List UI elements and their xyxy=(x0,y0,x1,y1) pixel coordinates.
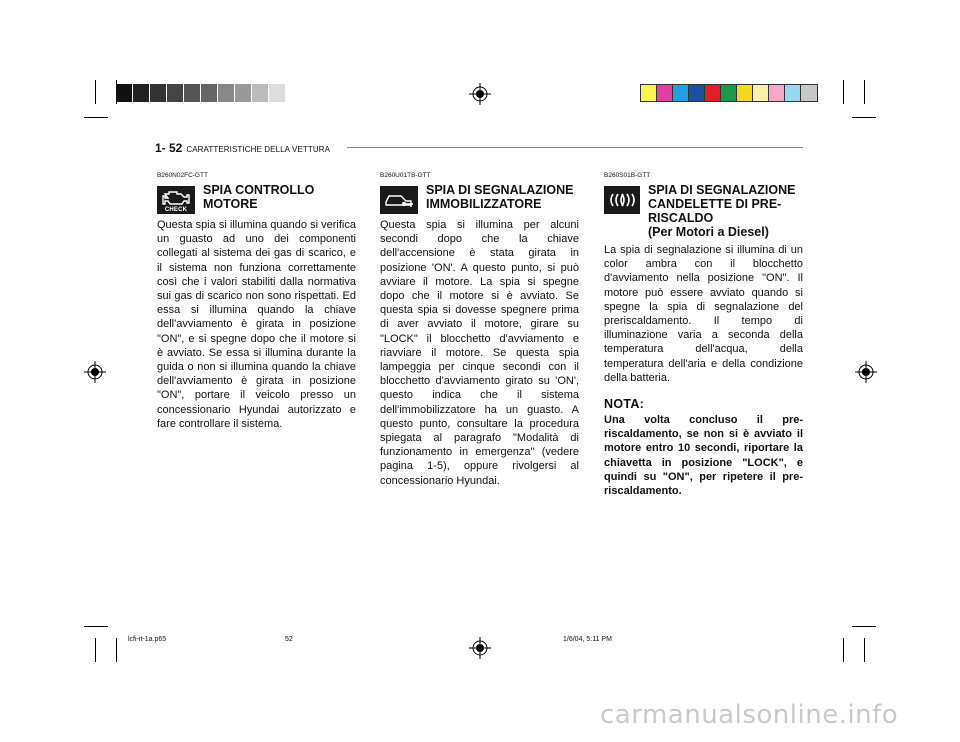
crop-mark xyxy=(852,117,876,118)
gray-swatch xyxy=(150,84,167,102)
watermark: carmanualsonline.info xyxy=(600,700,899,730)
column-immobilizer xyxy=(380,172,579,488)
color-swatch xyxy=(705,85,721,101)
section-title: CARATTERISTICHE DELLA VETTURA xyxy=(186,145,331,154)
color-swatch xyxy=(801,85,817,101)
column-glow-plug xyxy=(604,172,803,498)
gray-swatch xyxy=(116,84,133,102)
section-code: B260U01TB-GTT xyxy=(380,172,431,179)
crop-mark xyxy=(84,117,108,118)
color-swatch xyxy=(673,85,689,101)
registration-mark-icon xyxy=(469,637,491,659)
color-swatch xyxy=(689,85,705,101)
registration-mark-icon xyxy=(469,83,491,105)
heading-line: SPIA DI SEGNALAZIONE xyxy=(426,183,574,197)
color-swatch xyxy=(721,85,737,101)
color-swatch xyxy=(753,85,769,101)
registration-mark-icon xyxy=(855,361,877,383)
color-swatch-bar xyxy=(640,84,818,102)
gray-swatch xyxy=(269,84,286,102)
crop-mark xyxy=(843,80,844,104)
gray-swatch xyxy=(286,84,303,102)
gray-swatch xyxy=(235,84,252,102)
crop-mark xyxy=(84,626,108,627)
footer-date: 1/6/04, 5:11 PM xyxy=(563,636,612,643)
check-engine-icon xyxy=(157,186,195,214)
body-text: Questa spia si illumina per alcuni secondi dopo che la chiave dell'accensione è stata girata in posizione 'ON'. A questo punto, si può avviare il motore. La spia si spegne dopo che il motore si è avviato. Se questa spia si dovesse spegnere prima di aver avviato il motore, girare su "LOCK" il blocchetto d'avviamento e riavviare il motore. Se questa spia lampeggia per cinque secondi con il blocchetto d'avviamento girato su 'ON', questo indica che il sistema dell'immobilizzatore ha un guasto. A questo punto, consultare la procedura spiegata al paragrafo "Modalità di funzionamento in emergenza" (vedere pagina 1-5), oppure rivolgersi al concessionario Hyundai. xyxy=(380,219,579,487)
section-heading xyxy=(648,183,795,239)
crop-mark xyxy=(864,80,865,104)
crop-mark xyxy=(843,638,844,662)
color-swatch xyxy=(737,85,753,101)
title-row xyxy=(157,183,356,214)
crop-mark xyxy=(95,80,96,104)
registration-mark-icon xyxy=(84,361,106,383)
heading-line: MOTORE xyxy=(203,197,258,211)
page-number: 1- 52 xyxy=(155,141,183,155)
gray-swatch xyxy=(184,84,201,102)
check-label: CHECK xyxy=(164,207,188,213)
gray-swatch xyxy=(218,84,235,102)
crop-mark xyxy=(95,638,96,662)
gray-swatch xyxy=(252,84,269,102)
note-heading: NOTA: xyxy=(604,397,645,412)
header-rule xyxy=(347,147,803,148)
note-text: Una volta concluso il pre-riscaldamento, se non si è avviato il motore entro 10 secondi, riportare la chiavetta in posizione "LOCK", e quindi su "ON", per ripetere il pre-riscaldamento. xyxy=(604,414,803,498)
gray-swatch xyxy=(167,84,184,102)
section-code: B260S01B-GTT xyxy=(604,172,651,179)
heading-line: (Per Motori a Diesel) xyxy=(648,225,769,239)
heading-line: SPIA DI SEGNALAZIONE xyxy=(648,183,796,197)
heading-line: IMMOBILIZZATORE xyxy=(426,197,542,211)
glow-plug-icon xyxy=(604,186,640,214)
section-code: B260N02FC-GTT xyxy=(157,172,208,179)
heading-line: RISCALDO xyxy=(648,211,714,225)
crop-mark xyxy=(864,638,865,662)
gray-swatch xyxy=(201,84,218,102)
section-heading xyxy=(426,183,573,211)
color-swatch xyxy=(657,85,673,101)
gray-swatch xyxy=(133,84,150,102)
page-header xyxy=(155,141,330,155)
title-row xyxy=(604,183,803,239)
footer-page-number: 52 xyxy=(285,636,293,643)
section-heading xyxy=(203,183,314,211)
crop-mark xyxy=(116,638,117,662)
title-row xyxy=(380,183,579,214)
color-swatch xyxy=(769,85,785,101)
heading-line: SPIA CONTROLLO xyxy=(203,183,315,197)
crop-mark xyxy=(852,626,876,627)
color-swatch xyxy=(785,85,801,101)
body-text: Questa spia si illumina quando si verifica un guasto ad uno dei componenti collegati al sistema dei gas di scarico, e il sistema non funziona correttamente così che i valori stabiliti dalla normativa sui gas di scarico non sono rispettati. Ed essa si illumina quando la chiave dell'avviamento è girata in posizione "ON", e si spegne dopo che il motore si è avviato. Se essa si illumina durante la guida o non si illumina quando la chiave dell'avviamento è girata in posizione "ON", portare il veicolo presso un concessionario Hyundai autorizzato e fare controllare il sistema. xyxy=(157,219,356,430)
column-check-engine xyxy=(157,172,356,431)
immobilizer-car-key-icon xyxy=(380,186,418,214)
color-swatch xyxy=(641,85,657,101)
footer-filename: lcfi-it-1a.p65 xyxy=(128,636,167,643)
body-text: La spia di segnalazione si illumina di un color ambra con il blocchetto d'avviamento nella posizione "ON". Il motore può essere avviato quando si spegne la spia di segnalazione del preriscaldamento. Il tempo di illuminazione varia a seconda della temperatura dell'acqua, della temperatura dell'aria e della condizione della batteria. xyxy=(604,244,803,384)
heading-line: CANDELETTE DI PRE- xyxy=(648,197,782,211)
grayscale-swatch-bar xyxy=(116,84,303,102)
